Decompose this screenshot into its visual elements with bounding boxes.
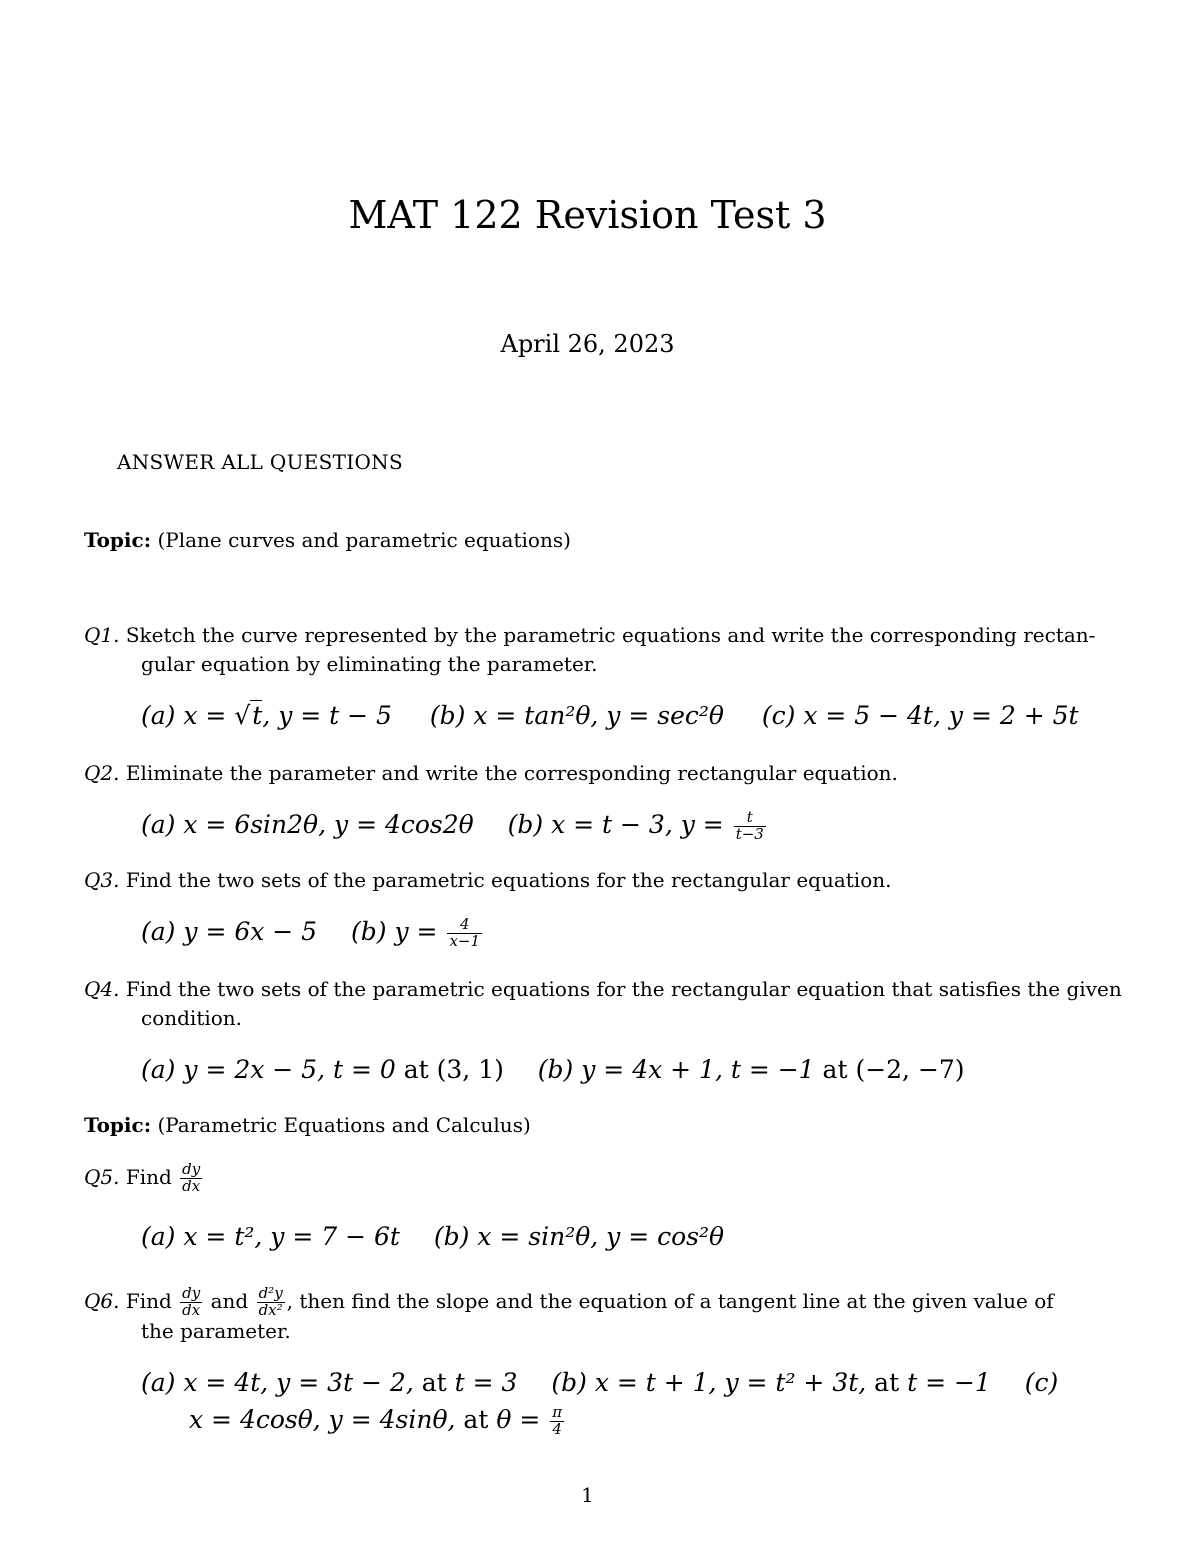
part-label: (b) xyxy=(551,1368,587,1397)
part-label: (b) xyxy=(433,1222,470,1251)
equation: x = t − 3, y = xyxy=(551,810,732,839)
question-1-cont: gular equation by eliminating the parameter. xyxy=(141,652,598,676)
question-5 xyxy=(84,1162,204,1195)
fraction: $\frac{dy}{dx}$ xyxy=(182,1284,201,1319)
part-label: (a) xyxy=(141,701,176,730)
q5-equations xyxy=(141,1222,724,1251)
page-title: MAT 122 Revision Test 3 xyxy=(348,193,827,237)
page-number: 1 xyxy=(581,1483,594,1507)
instruction: ANSWER ALL QUESTIONS xyxy=(117,450,403,474)
question-3 xyxy=(84,868,891,892)
at-word: at xyxy=(874,1368,900,1397)
question-text: Eliminate the parameter and write the corresponding rectangular equation. xyxy=(125,761,898,785)
question-1 xyxy=(84,623,1095,647)
topic-text: (Plane curves and parametric equations) xyxy=(157,528,571,552)
equation: x = 4t, y = 3t − 2, xyxy=(183,1368,414,1397)
equation: y = 6x − 5 xyxy=(183,917,318,946)
part-label: (b) xyxy=(351,917,387,946)
topic-label: Topic: xyxy=(84,1113,152,1137)
question-number: Q1. xyxy=(84,623,120,647)
equation: y = xyxy=(394,917,446,946)
part-label: (a) xyxy=(141,917,176,946)
topic-text: (Parametric Equations and Calculus) xyxy=(157,1113,531,1137)
value: θ = xyxy=(496,1405,549,1434)
fraction: $\frac{\pi}{4}$ xyxy=(552,1403,563,1438)
q4-equations xyxy=(141,1055,965,1084)
at-word: at xyxy=(463,1405,489,1434)
question-6 xyxy=(84,1286,1054,1319)
question-text: Find xyxy=(125,1164,172,1189)
equation: y = 2x − 5, t = 0 xyxy=(183,1055,396,1084)
q3-equations xyxy=(141,917,484,950)
part-label: (a) xyxy=(141,810,176,839)
at-word: at xyxy=(822,1055,848,1084)
value: t = 3 xyxy=(454,1368,518,1397)
question-number: Q5. xyxy=(84,1164,120,1189)
fraction: $\frac{4}{x-1}$ xyxy=(449,915,481,950)
at-word: at xyxy=(403,1055,429,1084)
equation: x = 6sin2θ, y = 4cos2θ xyxy=(183,810,474,839)
topic-label: Topic: xyxy=(84,528,152,552)
part-label: (b) xyxy=(429,701,466,730)
part-label: (b) xyxy=(507,810,544,839)
equation: x = sin²θ, y = cos²θ xyxy=(477,1222,725,1251)
equation: x = t², y = 7 − 6t xyxy=(183,1222,400,1251)
q2-equations xyxy=(141,810,768,843)
point: (3, 1) xyxy=(436,1055,504,1084)
equation: x = t + 1, y = t² + 3t, xyxy=(594,1368,867,1397)
part-label: (a) xyxy=(141,1368,176,1397)
question-number: Q4. xyxy=(84,977,120,1001)
fraction: $\frac{dy}{dx}$ xyxy=(182,1160,201,1195)
q6-equations-line2 xyxy=(189,1405,566,1438)
document-date: April 26, 2023 xyxy=(500,330,675,358)
and-word: and xyxy=(210,1288,249,1313)
q6-equations-line1 xyxy=(141,1368,1058,1397)
question-number: Q3. xyxy=(84,868,120,892)
fraction: $\frac{t}{t-3}$ xyxy=(735,808,764,843)
topic-heading-2 xyxy=(84,1113,531,1137)
topic-heading-1 xyxy=(84,528,571,552)
equation: x = xyxy=(183,701,235,730)
question-4 xyxy=(84,977,1122,1001)
part-label: (b) xyxy=(537,1055,574,1084)
part-label: (a) xyxy=(141,1055,176,1084)
equation: x = 5 − 4t, y = 2 + 5t xyxy=(803,701,1079,730)
question-text: , then find the slope and the equation of a tangent line at the given value of xyxy=(286,1288,1054,1313)
fraction: $\frac{\text{d²y}}{\text{dx²}}$ xyxy=(258,1284,283,1319)
question-4-cont: condition. xyxy=(141,1006,243,1030)
part-label: (a) xyxy=(141,1222,176,1251)
question-number: Q6. xyxy=(84,1288,120,1313)
part-label: (c) xyxy=(761,701,796,730)
q1-equations xyxy=(141,701,1079,730)
question-number: Q2. xyxy=(84,761,120,785)
question-2 xyxy=(84,761,898,785)
point: (−2, −7) xyxy=(855,1055,965,1084)
equation: x = tan²θ, y = sec²θ xyxy=(473,701,724,730)
question-text: Find the two sets of the parametric equations for the rectangular equation that satisfies the given xyxy=(125,977,1122,1001)
question-text: Sketch the curve represented by the parametric equations and write the corresponding rectan- xyxy=(125,623,1096,647)
sqrt-symbol: √t xyxy=(234,701,263,730)
at-word: at xyxy=(421,1368,447,1397)
equation: x = 4cosθ, y = 4sinθ, xyxy=(189,1405,456,1434)
question-6-cont: the parameter. xyxy=(141,1319,291,1343)
equation: y = 4x + 1, t = −1 xyxy=(581,1055,815,1084)
equation: , y = t − 5 xyxy=(262,701,392,730)
value: t = −1 xyxy=(907,1368,991,1397)
question-text: Find the two sets of the parametric equations for the rectangular equation. xyxy=(125,868,892,892)
part-label: (c) xyxy=(1024,1368,1059,1397)
question-text: Find xyxy=(125,1288,172,1313)
